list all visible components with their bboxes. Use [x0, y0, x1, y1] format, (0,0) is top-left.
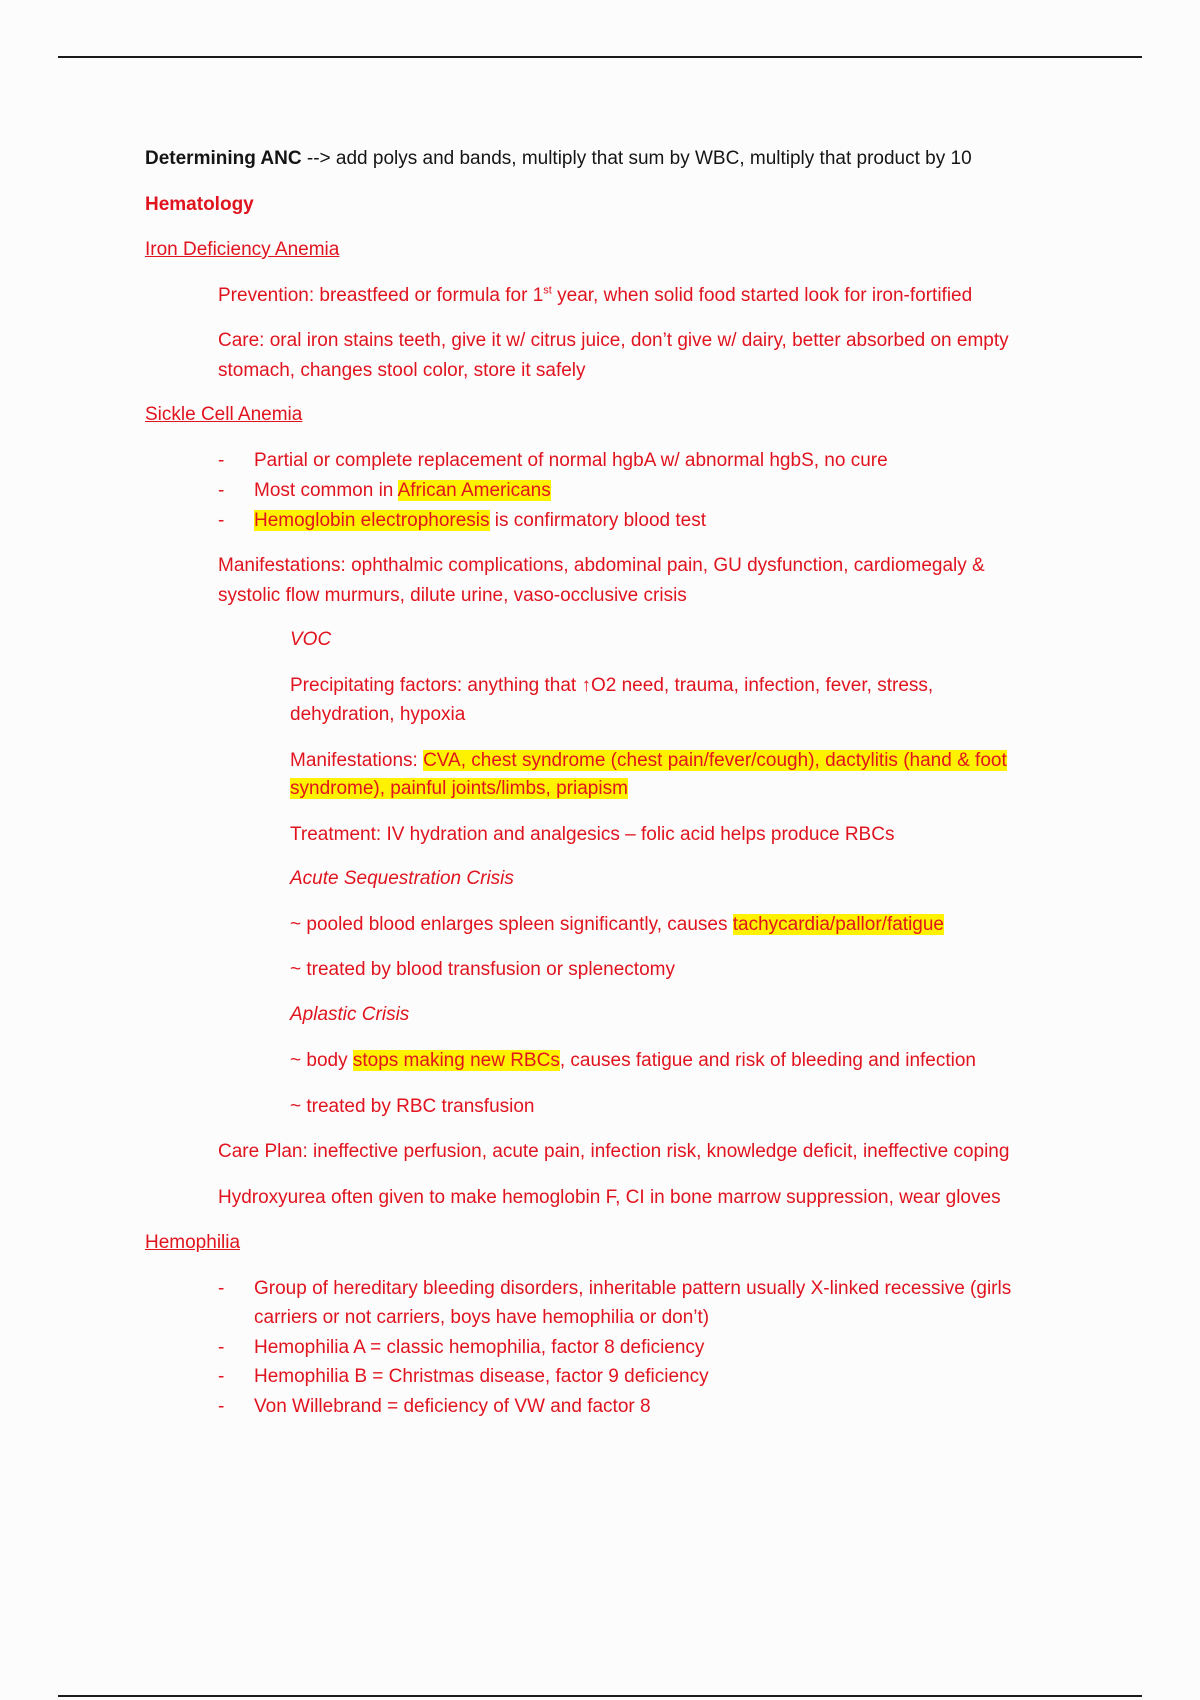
- iron-prevention-text: Prevention: breastfeed or formula for 1: [218, 285, 544, 306]
- hemophilia-bullet2-marker: -: [218, 1337, 225, 1358]
- iron-care-line1: Care: oral iron stains teeth, give it w/ citrus juice, don’t give w/ dairy, better absorbed on empty: [218, 330, 1009, 351]
- sickle-bullet1-marker: -: [218, 450, 225, 471]
- aplastic-line1: [290, 1046, 976, 1075]
- anc-line: [145, 144, 972, 173]
- sickle-manifest-line2: systolic flow murmurs, dilute urine, vaso-occlusive crisis: [218, 585, 687, 606]
- voc-manifest-highlight1: CVA, chest syndrome (chest pain/fever/cough), dactylitis (hand & foot: [423, 750, 1007, 771]
- anc-label: Determining ANC: [145, 148, 302, 169]
- sickle-bullet2-highlight: African Americans: [397, 480, 551, 501]
- aplastic-line1-rest: , causes fatigue and risk of bleeding and infection: [559, 1050, 976, 1071]
- sickle-manifest-line1: Manifestations: ophthalmic complications, abdominal pain, GU dysfunction, cardiomegaly &: [218, 555, 985, 576]
- asc-line2: ~ treated by blood transfusion or splenectomy: [290, 959, 675, 980]
- asc-title: Acute Sequestration Crisis: [290, 868, 514, 889]
- sickle-bullet2: [254, 476, 551, 505]
- voc-manifest-label: Manifestations:: [290, 750, 424, 771]
- iron-heading: Iron Deficiency Anemia: [145, 239, 340, 260]
- sickle-bullet3-text: is confirmatory blood test: [489, 510, 706, 531]
- voc-treatment: Treatment: IV hydration and analgesics – folic acid helps produce RBCs: [290, 824, 895, 845]
- voc-manifest-line1: [290, 746, 1007, 775]
- sickle-bullet2-text: Most common in: [254, 480, 398, 501]
- aplastic-title: Aplastic Crisis: [290, 1004, 410, 1025]
- hemophilia-bullet3-marker: -: [218, 1366, 225, 1387]
- asc-line1: [290, 910, 944, 939]
- asc-line1-text: ~ pooled blood enlarges spleen significantly, causes: [290, 914, 733, 935]
- aplastic-line1-text: ~ body: [290, 1050, 353, 1071]
- top-rule: [58, 56, 1142, 58]
- sickle-hydroxyurea: Hydroxyurea often given to make hemoglobin F, CI in bone marrow suppression, wear gloves: [218, 1187, 1001, 1208]
- aplastic-line1-highlight: stops making new RBCs: [352, 1050, 560, 1071]
- sickle-bullet3-highlight: Hemoglobin electrophoresis: [254, 510, 490, 531]
- voc-manifest-highlight2: syndrome), painful joints/limbs, priapism: [290, 778, 628, 799]
- anc-text: --> add polys and bands, multiply that sum by WBC, multiply that product by 10: [301, 148, 972, 169]
- hemophilia-bullet1-marker: -: [218, 1278, 225, 1299]
- aplastic-line2: ~ treated by RBC transfusion: [290, 1096, 535, 1117]
- iron-prevention-sup: st: [543, 284, 552, 297]
- hemophilia-bullet4: Von Willebrand = deficiency of VW and factor 8: [254, 1396, 651, 1417]
- sickle-care-plan: Care Plan: ineffective perfusion, acute pain, infection risk, knowledge deficit, ineffective coping: [218, 1141, 1010, 1162]
- sickle-bullet2-marker: -: [218, 480, 225, 501]
- sickle-bullet1: Partial or complete replacement of normal hgbA w/ abnormal hgbS, no cure: [254, 450, 888, 471]
- asc-line1-highlight: tachycardia/pallor/fatigue: [732, 914, 944, 935]
- hemophilia-bullet1-line1: Group of hereditary bleeding disorders, inheritable pattern usually X-linked recessive (girls: [254, 1278, 1012, 1299]
- sickle-bullet3-marker: -: [218, 510, 225, 531]
- iron-prevention: [218, 281, 972, 310]
- hemophilia-bullet1-line2: carriers or not carriers, boys have hemophilia or don’t): [254, 1307, 710, 1328]
- hemophilia-heading: Hemophilia: [145, 1232, 241, 1253]
- iron-prevention-rest: year, when solid food started look for iron-fortified: [551, 285, 973, 306]
- sickle-bullet3: [254, 506, 706, 535]
- sickle-heading: Sickle Cell Anemia: [145, 404, 303, 425]
- hemophilia-bullet3: Hemophilia B = Christmas disease, factor 9 deficiency: [254, 1366, 709, 1387]
- voc-precip-line2: dehydration, hypoxia: [290, 704, 466, 725]
- voc-title: VOC: [290, 629, 332, 650]
- hemophilia-bullet4-marker: -: [218, 1396, 225, 1417]
- voc-precip-line1: Precipitating factors: anything that ↑O2 need, trauma, infection, fever, stress,: [290, 675, 934, 696]
- iron-care-line2: stomach, changes stool color, store it safely: [218, 360, 586, 381]
- voc-manifest-line2: [290, 774, 628, 803]
- section-title: Hematology: [145, 194, 254, 215]
- bottom-rule: [58, 1695, 1142, 1697]
- hemophilia-bullet2: Hemophilia A = classic hemophilia, factor 8 deficiency: [254, 1337, 705, 1358]
